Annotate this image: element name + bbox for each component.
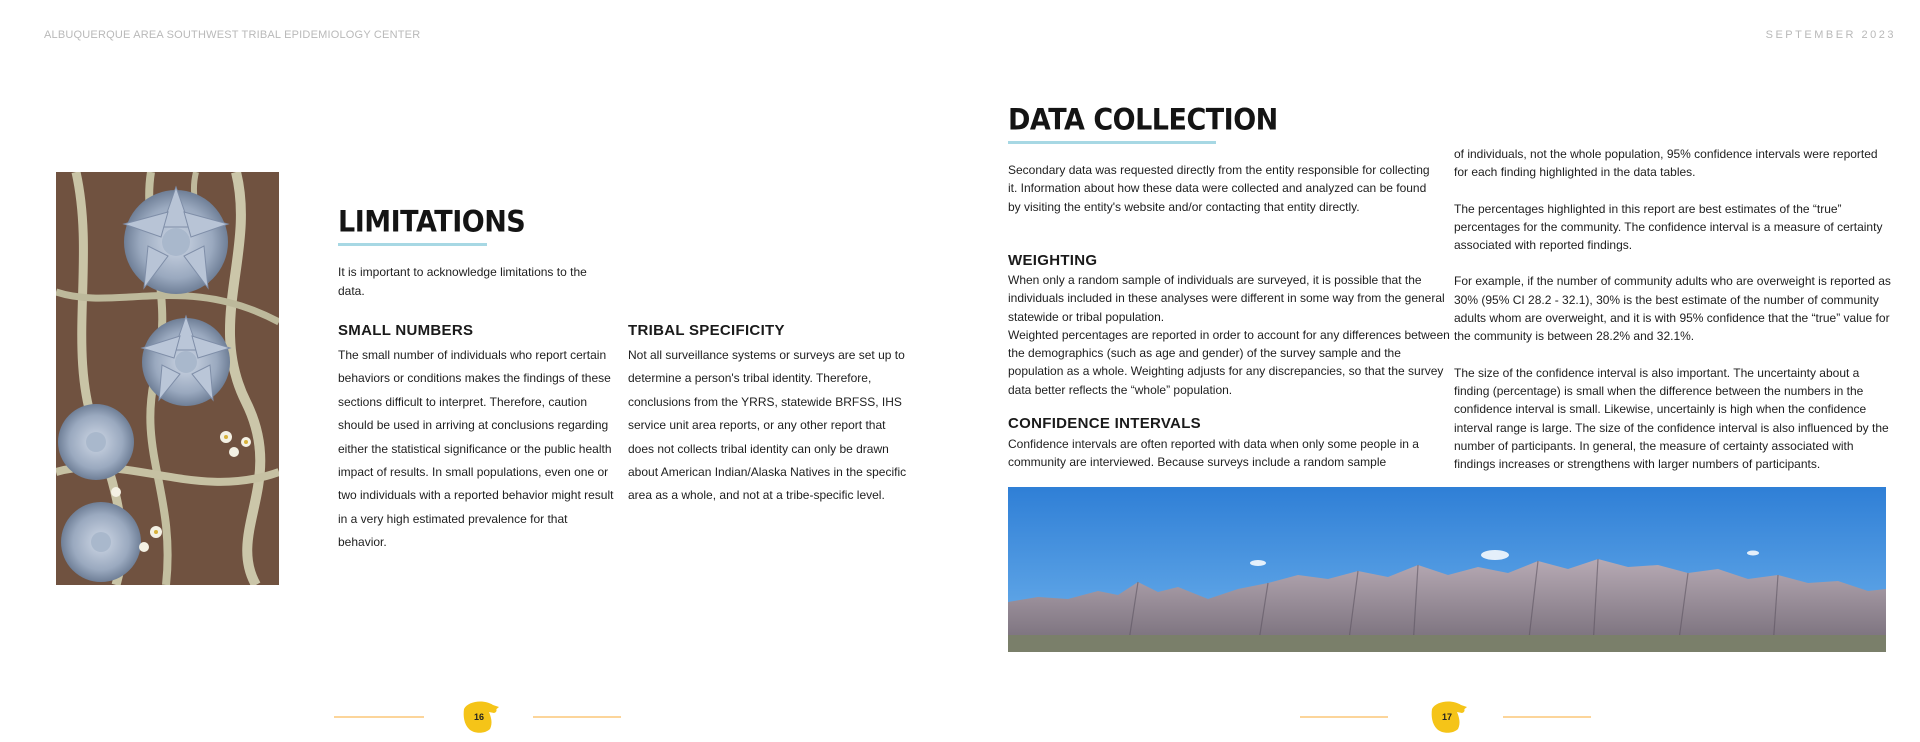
limitations-title: LIMITATIONS <box>338 205 526 239</box>
weighting-text-2: Weighted percentages are reported in order to account for any differences between the demographics (such as age and gender) of the survey sample and the population as a whole. Weighting adjusts for any discrepancies, so that the survey data better reflects the “whole” population. <box>1008 327 1450 397</box>
ci-paragraph-3: For example, if the number of community adults who are overweight is reported as 30% (95% CI 28.2 - 32.1), 30% is the best estimate of the number of community adults whom are overweight, and it is with 95% confidence that the “true” value for the community is between 28.2% and 32.1%. <box>1454 274 1891 344</box>
page-number-16: 16 <box>473 712 484 722</box>
footer-rule-right-17 <box>1503 716 1591 718</box>
ci-paragraph-1: of individuals, not the whole population, 95% confidence intervals were reported for each finding highlighted in the data tables. <box>1454 147 1878 180</box>
weighting-heading: WEIGHTING <box>1008 252 1098 269</box>
limitations-intro: It is important to acknowledge limitations to the data. <box>338 265 587 298</box>
footer-rule-left-17 <box>1300 716 1388 718</box>
limitations-title-underline <box>338 243 487 246</box>
data-collection-section <box>1008 103 1278 144</box>
ci-paragraph-4: The size of the confidence interval is also important. The uncertainty about a finding (percentage) is small when the difference between the numbers in the confidence interval is small. Likewise, uncertainly is high when the confidence interval range is large. The size of the confidence interval is also influenced by the number of participants. In general, the measure of certainty associated with findings increases or strengthens with larger numbers of participants. <box>1454 365 1889 472</box>
succulent-photo <box>56 172 279 585</box>
data-collection-text: Secondary data was requested directly from the entity responsible for collecting it. Information about how these data were collected and analyzed can be found by visiting the entity's website and/or contacting that entity directly. <box>1008 163 1430 214</box>
mountain-landscape-photo-icon <box>1008 487 1886 652</box>
footer-rule-left-16 <box>334 716 424 718</box>
page-number-badge-16 <box>460 699 500 735</box>
confidence-intervals-heading: CONFIDENCE INTERVALS <box>1008 415 1201 432</box>
tribal-specificity-heading: TRIBAL SPECIFICITY <box>628 322 785 339</box>
small-numbers-text: The small number of individuals who report certain behaviors or conditions makes the findings of these sections difficult to interpret. Therefore, caution should be used in arriving at conclusions regarding either the statistical significance or the public health impact of results. In small populations, even one or two individuals with a reported behavior might result in a very high estimated prevalence for that behavior. <box>338 348 614 550</box>
small-numbers-heading: SMALL NUMBERS <box>338 322 474 339</box>
tribal-specificity-text: Not all surveillance systems or surveys are set up to determine a person's tribal identity. Therefore, conclusions from the YRRS, statewide BRFSS, IHS service unit area reports, or any other report that does not collects tribal identity can only be drawn about American Indian/Alaska Natives in the specific area as a whole, and not at a tribe-specific level. <box>628 348 907 503</box>
weighting-body <box>1008 271 1450 399</box>
data-collection-title-underline <box>1008 141 1216 144</box>
mountain-landscape-photo <box>1008 487 1886 652</box>
page-number-17: 17 <box>1441 712 1452 722</box>
limitations-section <box>338 205 526 246</box>
running-header-date: SEPTEMBER 2023 <box>1765 29 1896 41</box>
data-collection-title: DATA COLLECTION <box>1008 103 1278 137</box>
ci-paragraph-2: The percentages highlighted in this report are best estimates of the “true” percentages for the community. The confidence interval is a measure of certainty associated with reported findings. <box>1454 201 1883 253</box>
footer-rule-right-16 <box>533 716 621 718</box>
weighting-text-1: When only a random sample of individuals are surveyed, it is possible that the individuals included in these analyses were different in some way from the general statewide or tribal population. <box>1008 273 1445 324</box>
succulent-photo-icon <box>56 172 279 585</box>
running-header-organization: ALBUQUERQUE AREA SOUTHWEST TRIBAL EPIDEMIOLOGY CENTER <box>44 29 421 41</box>
page-number-badge-17 <box>1428 699 1468 735</box>
confidence-intervals-text: Confidence intervals are often reported with data when only some people in a community are interviewed. Because surveys include a random sample <box>1008 437 1419 470</box>
right-column-body <box>1454 145 1894 473</box>
